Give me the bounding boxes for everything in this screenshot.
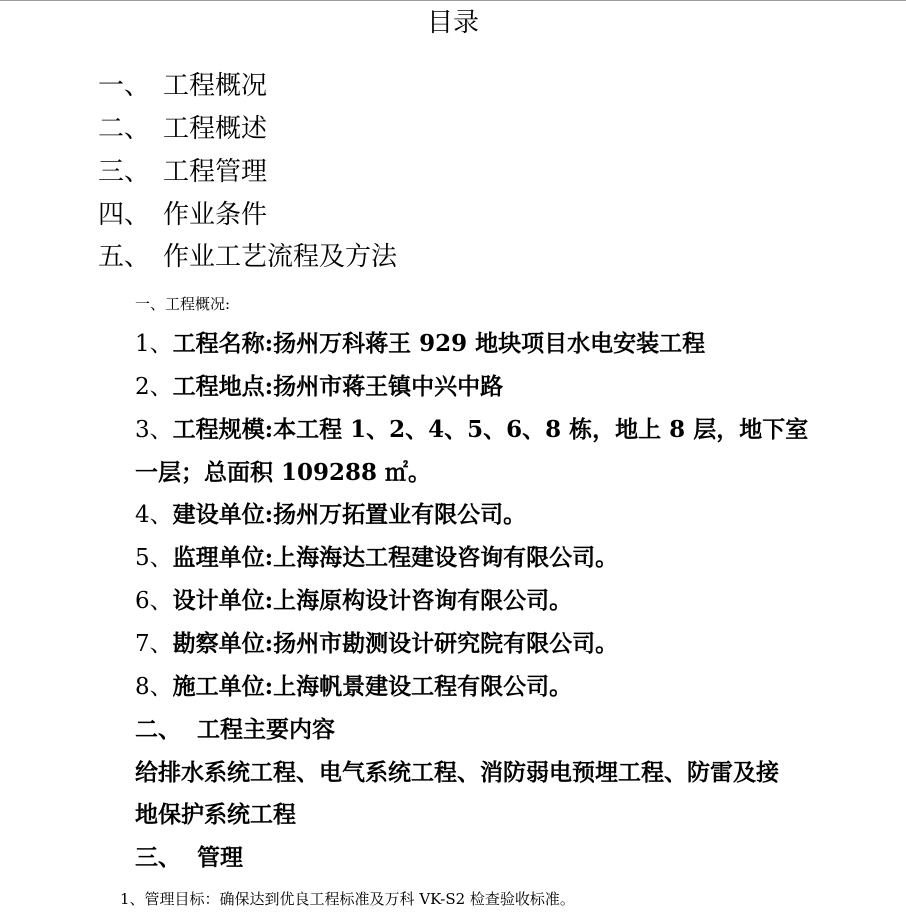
item-label: 监理单位: (172, 544, 274, 571)
item-label: 建设单位: (172, 501, 274, 528)
section-heading-main-content (135, 715, 535, 745)
list-item-surveyor (135, 629, 618, 659)
item-number: 8、 (135, 674, 173, 700)
toc-text: 工程概述 (163, 114, 268, 144)
page-top-border (0, 0, 906, 1)
toc-item-3[interactable] (98, 155, 498, 189)
section-body-line-1: 给排水系统工程、电气系统工程、消防弱电预埋工程、防雷及接 (135, 759, 779, 786)
list-item-designer (135, 586, 572, 616)
list-item-supervisor (135, 543, 618, 573)
toc-text: 作业条件 (163, 200, 268, 230)
toc-item-4[interactable] (98, 198, 498, 232)
toc-number: 四、 (98, 200, 151, 230)
item-value: 上海原构设计咨询有限公司。 (273, 587, 573, 614)
item-value: 上海帆景建设工程有限公司。 (273, 673, 573, 700)
item-label: 勘察单位: (172, 630, 274, 657)
section-body-line-2: 地保护系统工程 (135, 801, 296, 828)
toc-item-2[interactable] (98, 112, 498, 146)
item-number: 4、 (135, 502, 173, 528)
list-item-project-name (135, 329, 705, 359)
item-label: 设计单位: (172, 587, 274, 614)
section-number: 三、 (135, 844, 181, 871)
section-heading-management (135, 843, 535, 873)
section-heading-overview: 一、工程概况: (135, 295, 231, 313)
item-value: 扬州万拓置业有限公司。 (273, 501, 527, 528)
toc-item-1[interactable] (98, 69, 498, 103)
item-number: 2、 (135, 374, 173, 400)
toc-item-5[interactable] (98, 240, 498, 274)
item-number: 1、 (135, 331, 173, 357)
page-title: 目录 (426, 8, 479, 38)
item-label: 施工单位: (172, 673, 274, 700)
list-item-project-location (135, 372, 503, 402)
list-item-owner (135, 500, 526, 530)
item-number: 6、 (135, 588, 173, 614)
section-number: 二、 (135, 716, 181, 743)
section-title: 工程主要内容 (197, 716, 335, 743)
item-value: 上海海达工程建设咨询有限公司。 (273, 544, 619, 571)
section-title: 管理 (197, 844, 243, 871)
item-value: 扬州万科蒋王 929 地块项目水电安装工程 (273, 330, 706, 357)
toc-text: 工程概况 (163, 71, 268, 101)
toc-number: 一、 (98, 71, 151, 101)
list-item-scale-continuation: 一层；总面积 109288 ㎡。 (135, 459, 432, 486)
list-item-project-scale (135, 415, 808, 445)
list-item-contractor (135, 672, 572, 702)
item-label: 工程地点: (172, 373, 274, 400)
item-value: 扬州市勘测设计研究院有限公司。 (273, 630, 619, 657)
item-label: 工程规模: (172, 416, 274, 443)
item-value: 本工程 1、2、4、5、6、8 栋，地上 8 层，地下室 (273, 416, 809, 443)
item-number: 5、 (135, 545, 173, 571)
item-value: 扬州市蒋王镇中兴中路 (273, 373, 504, 400)
item-number: 3、 (135, 417, 173, 443)
item-label: 工程名称: (172, 330, 274, 357)
toc-text: 工程管理 (163, 157, 268, 187)
toc-number: 二、 (98, 114, 151, 144)
management-goal-item: 1、管理目标：确保达到优良工程标准及万科 VK-S2 检查验收标准。 (120, 890, 575, 908)
item-number: 7、 (135, 631, 173, 657)
toc-text: 作业工艺流程及方法 (163, 242, 398, 272)
toc-number: 五、 (98, 242, 151, 272)
toc-number: 三、 (98, 157, 151, 187)
